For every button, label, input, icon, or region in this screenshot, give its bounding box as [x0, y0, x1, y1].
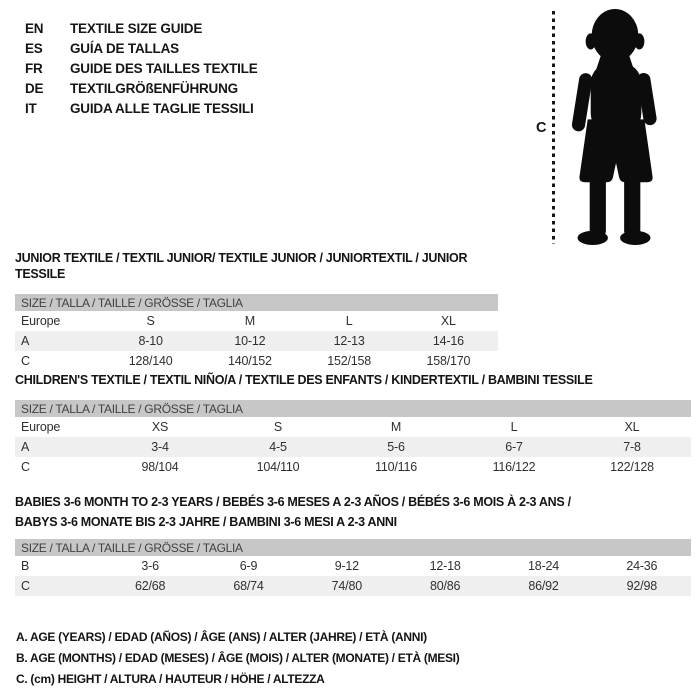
- table-row: [15, 576, 691, 596]
- cell-value: 86/92: [494, 576, 592, 596]
- table-row: [15, 331, 498, 351]
- size-section: [15, 250, 498, 371]
- cell-value: S: [146, 314, 155, 328]
- table-row: [15, 556, 691, 576]
- cell-value: 62/68: [101, 576, 199, 596]
- cell-value: 74/80: [298, 576, 396, 596]
- cell-value: 4-5: [219, 437, 337, 457]
- cell-value: XS: [151, 420, 169, 434]
- table-header-row: [15, 539, 691, 556]
- height-measure-label: C: [536, 120, 547, 136]
- legend-line: A. AGE (YEARS) / EDAD (AÑOS) / ÂGE (ANS) / ALTER (JAHRE) / ETÀ (ANNI): [16, 630, 427, 644]
- cell-value: 110/116: [375, 460, 417, 474]
- size-section: [15, 372, 691, 477]
- height-figure: [528, 8, 693, 250]
- language-code: DE: [25, 81, 44, 96]
- legend-line: C. (cm) HEIGHT / ALTURA / HAUTEUR / HÖHE / ALTEZZA: [16, 672, 325, 686]
- language-code: EN: [25, 21, 44, 36]
- section-title: [15, 492, 691, 532]
- cell-value: 7-8: [573, 437, 691, 457]
- language-row: [25, 39, 258, 59]
- section-title-line: CHILDREN'S TEXTILE / TEXTIL NIÑO/A / TEXTILE DES ENFANTS / KINDERTEXTIL / BAMBINI TESSILE: [15, 373, 593, 387]
- cell-value: 8-10: [101, 331, 200, 351]
- cell-value: 14-16: [399, 331, 498, 351]
- section-title-line: BABYS 3-6 MONATE BIS 2-3 JAHRE / BAMBINI 3-6 MESI A 2-3 ANNI: [15, 515, 397, 529]
- cell-value: 104/110: [256, 460, 300, 474]
- language-title: GUIDA ALLE TAGLIE TESSILI: [70, 101, 254, 116]
- size-table: [15, 294, 498, 371]
- legend: [16, 627, 459, 690]
- cell-value: 3-6: [141, 559, 159, 573]
- legend-line: B. AGE (MONTHS) / EDAD (MESES) / ÂGE (MOIS) / ALTER (MONATE) / ETÀ (MESI): [16, 651, 460, 665]
- height-measure-dotted-line: [552, 11, 555, 244]
- section-title: [15, 372, 691, 388]
- size-table: [15, 539, 691, 596]
- cell-value: L: [345, 314, 353, 328]
- table-row: [15, 351, 498, 371]
- cell-value: 24-36: [626, 559, 658, 573]
- cell-value: 18-24: [527, 559, 559, 573]
- cell-value: 116/122: [492, 460, 536, 474]
- table-header-cell: SIZE / TALLA / TAILLE / GRÖSSE / TAGLIA: [15, 294, 498, 311]
- cell-value: M: [244, 314, 255, 328]
- row-label: B: [21, 559, 30, 573]
- cell-value: S: [273, 420, 283, 434]
- section-title-line: JUNIOR TEXTILE / TEXTIL JUNIOR/ TEXTILE JUNIOR / JUNIORTEXTIL / JUNIOR TESSILE: [15, 251, 468, 281]
- row-label: A: [15, 331, 101, 351]
- language-row: [25, 99, 258, 119]
- language-title: GUIDE DES TAILLES TEXTILE: [70, 61, 258, 76]
- cell-value: 6-9: [239, 559, 258, 573]
- cell-value: XL: [440, 314, 456, 328]
- language-title: TEXTILE SIZE GUIDE: [70, 21, 203, 36]
- cell-value: 140/152: [227, 354, 272, 368]
- table-row: [15, 437, 691, 457]
- cell-value: 152/158: [327, 354, 372, 368]
- cell-value: 10-12: [200, 331, 299, 351]
- cell-value: 122/128: [610, 460, 654, 474]
- language-code: ES: [25, 41, 43, 56]
- cell-value: 12-13: [300, 331, 399, 351]
- language-list: [25, 19, 258, 119]
- row-label: A: [15, 437, 101, 457]
- cell-value: 128/140: [128, 354, 173, 368]
- cell-value: XL: [624, 420, 640, 434]
- cell-value: 158/170: [426, 354, 471, 368]
- cell-value: 12-18: [429, 559, 461, 573]
- baby-silhouette-icon: [562, 8, 666, 246]
- row-label: C: [15, 576, 101, 596]
- section-title: [15, 250, 498, 282]
- row-label: C: [21, 460, 30, 474]
- table-row: [15, 417, 691, 437]
- table-row: [15, 457, 691, 477]
- table-header-cell: SIZE / TALLA / TAILLE / GRÖSSE / TAGLIA: [15, 539, 691, 556]
- row-label: Europe: [21, 314, 61, 328]
- cell-value: 80/86: [396, 576, 494, 596]
- language-title: GUÍA DE TALLAS: [70, 41, 179, 56]
- table-row: [15, 311, 498, 331]
- table-header-cell: SIZE / TALLA / TAILLE / GRÖSSE / TAGLIA: [15, 400, 691, 417]
- cell-value: M: [390, 420, 402, 434]
- table-header-row: [15, 294, 498, 311]
- cell-value: 98/104: [141, 460, 179, 474]
- section-title-line: BABIES 3-6 MONTH TO 2-3 YEARS / BEBÉS 3-6 MESES A 2-3 AÑOS / BÉBÉS 3-6 MOIS À 2-3 ANS /: [15, 495, 571, 509]
- language-row: [25, 59, 258, 79]
- row-label: C: [21, 354, 30, 368]
- row-label: Europe: [21, 420, 61, 434]
- table-header-row: [15, 400, 691, 417]
- size-section: [15, 492, 691, 596]
- cell-value: 9-12: [334, 559, 359, 573]
- language-code: IT: [25, 101, 37, 116]
- cell-value: 92/98: [593, 576, 691, 596]
- cell-value: L: [510, 420, 518, 434]
- language-row: [25, 19, 258, 39]
- language-code: FR: [25, 61, 43, 76]
- cell-value: 5-6: [337, 437, 455, 457]
- cell-value: 68/74: [199, 576, 297, 596]
- cell-value: 3-4: [101, 437, 219, 457]
- language-title: TEXTILGRÖßENFÜHRUNG: [70, 81, 238, 96]
- cell-value: 6-7: [455, 437, 573, 457]
- language-row: [25, 79, 258, 99]
- size-table: [15, 400, 691, 477]
